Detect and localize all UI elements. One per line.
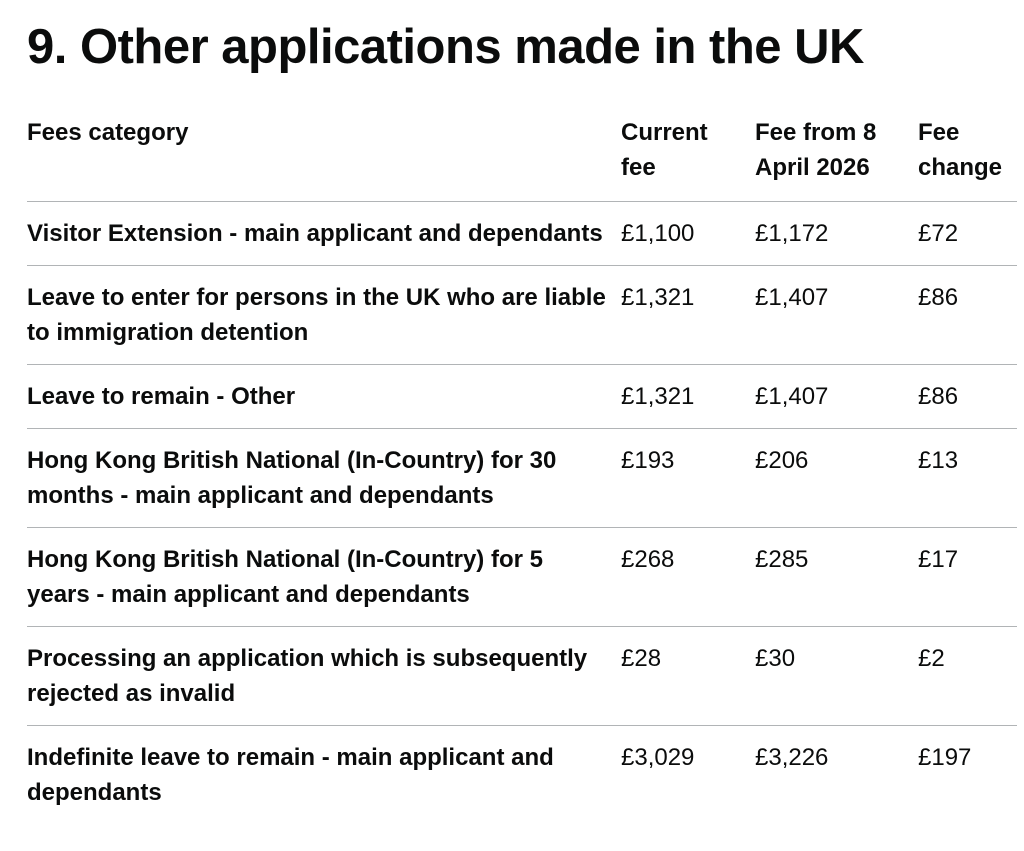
page-heading: 9. Other applications made in the UK — [27, 20, 864, 74]
row-fee-change: £2 — [918, 627, 1017, 726]
header-fee-change: Fee change — [918, 111, 1017, 202]
row-fee-from: £1,407 — [755, 266, 918, 365]
row-current-fee: £1,321 — [621, 266, 755, 365]
table-row — [27, 429, 1017, 528]
row-fee-from: £1,407 — [755, 365, 918, 429]
table-header-row — [27, 111, 1017, 202]
row-category: Processing an application which is subsequently rejected as invalid — [27, 627, 621, 726]
row-category: Indefinite leave to remain - main applicant and dependants — [27, 744, 554, 806]
row-current-fee: £193 — [621, 429, 755, 528]
row-fee-change: £17 — [918, 528, 1017, 627]
table-row — [27, 202, 1017, 266]
row-fee-change: £197 — [918, 744, 972, 771]
header-fees-category: Fees category — [27, 111, 621, 202]
row-fee-change: £86 — [918, 266, 1017, 365]
row-fee-change: £72 — [918, 202, 1017, 266]
row-fee-from: £3,226 — [755, 744, 829, 771]
header-fee-from: Fee from 8 April 2026 — [755, 111, 918, 202]
row-fee-change: £86 — [918, 365, 1017, 429]
table-row — [27, 266, 1017, 365]
header-current-fee: Current fee — [621, 111, 755, 202]
fees-table — [27, 111, 1017, 824]
row-current-fee: £1,321 — [621, 365, 755, 429]
row-fee-from: £285 — [755, 528, 918, 627]
row-fee-from: £30 — [755, 627, 918, 726]
table-row — [27, 726, 1017, 825]
row-category: Visitor Extension - main applicant and dependants — [27, 202, 621, 266]
row-fee-change: £13 — [918, 429, 1017, 528]
row-current-fee: £28 — [621, 627, 755, 726]
table-row — [27, 365, 1017, 429]
row-category: Hong Kong British National (In-Country) for 5 years - main applicant and dependants — [27, 528, 621, 627]
row-category: Hong Kong British National (In-Country) for 30 months - main applicant and dependants — [27, 429, 621, 528]
row-current-fee: £1,100 — [621, 202, 755, 266]
row-current-fee: £268 — [621, 528, 755, 627]
table-row — [27, 528, 1017, 627]
row-current-fee: £3,029 — [621, 744, 695, 771]
row-fee-from: £1,172 — [755, 202, 918, 266]
row-fee-from: £206 — [755, 429, 918, 528]
row-category: Leave to enter for persons in the UK who are liable to immigration detention — [27, 266, 621, 365]
row-category: Leave to remain - Other — [27, 365, 621, 429]
table-row — [27, 627, 1017, 726]
